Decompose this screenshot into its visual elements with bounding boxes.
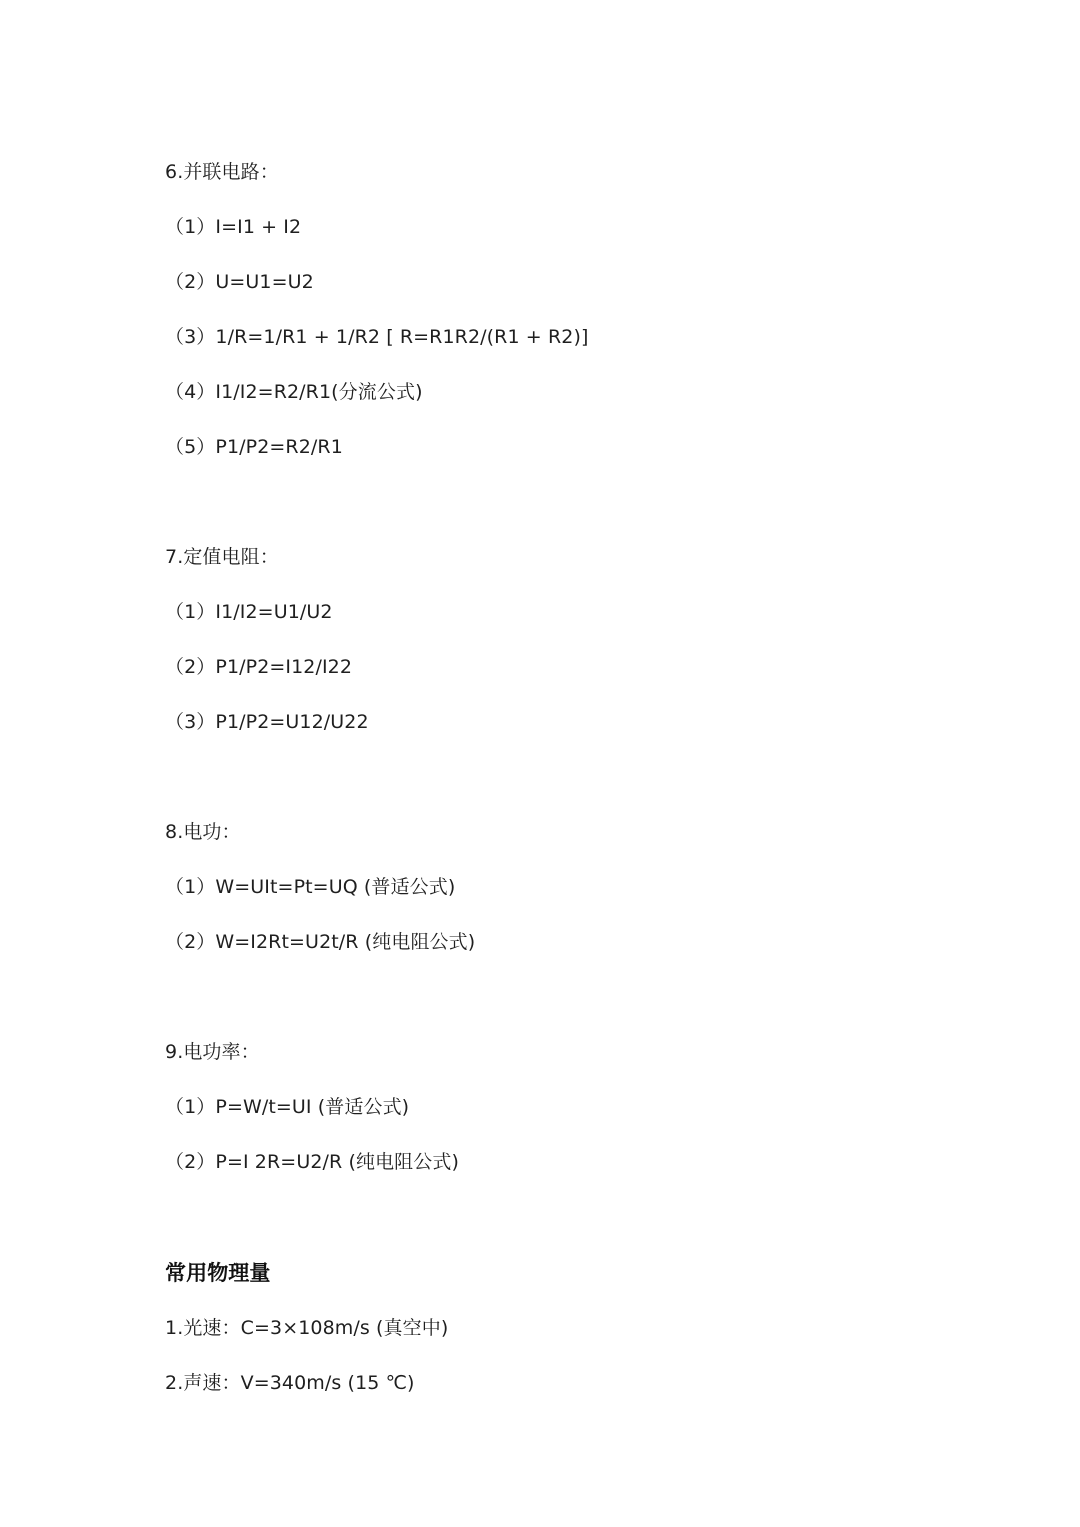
formula-line: （1）I=I1 + I2 xyxy=(165,216,302,238)
constant-line: 1.光速：C=3×108m/s (真空中) xyxy=(165,1317,449,1339)
constant-line: 2.声速：V=340m/s (15 ℃) xyxy=(165,1372,415,1394)
section-title-fixed-resistor: 7.定值电阻： xyxy=(165,546,279,568)
formula-line: （1）P=W/t=UI (普适公式) xyxy=(165,1096,410,1118)
formula-line: （1）I1/I2=U1/U2 xyxy=(165,601,333,623)
formula-line: （1）W=UIt=Pt=UQ (普适公式) xyxy=(165,876,456,898)
section-title-electric-power: 9.电功率： xyxy=(165,1041,260,1063)
formula-line: （4）I1/I2=R2/R1(分流公式) xyxy=(165,381,423,403)
formula-line: （2）P=I 2R=U2/R (纯电阻公式) xyxy=(165,1151,459,1173)
formula-line: （3）1/R=1/R1 + 1/R2 [ R=R1R2/(R1 + R2)] xyxy=(165,326,589,348)
formula-line: （5）P1/P2=R2/R1 xyxy=(165,436,343,458)
constants-heading: 常用物理量 xyxy=(165,1261,271,1285)
formula-line: （2）W=I2Rt=U2t/R (纯电阻公式) xyxy=(165,931,476,953)
formula-line: （2）P1/P2=I12/I22 xyxy=(165,656,353,678)
formula-line: （2）U=U1=U2 xyxy=(165,271,314,293)
section-title-parallel-circuit: 6.并联电路： xyxy=(165,161,279,183)
section-title-electric-work: 8.电功： xyxy=(165,821,241,843)
formula-line: （3）P1/P2=U12/U22 xyxy=(165,711,369,733)
